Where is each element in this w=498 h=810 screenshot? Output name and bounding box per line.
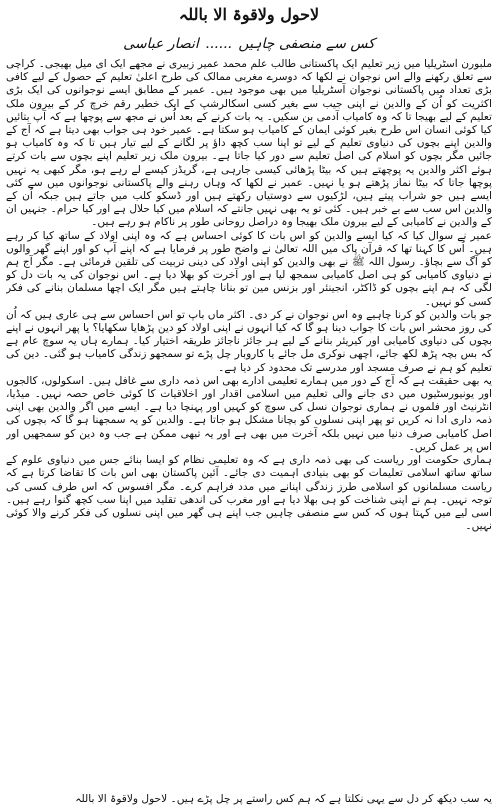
- column-title: کس سے منصفی چاہیں: [238, 36, 375, 52]
- body-paragraph: ملبورن آسٹریلیا میں زیر تعلیم ایک پاکستانی طالب علم محمد عمیر زبیری نے مجھے ایک ای میل بھیجی۔ کراچی سے تعلق رکھنے والے اس نوجوان نے لکھا کہ دوسرے مغربی ممالک کی طرح اعلیٰ تعلیم کے حصول کے لیے کافی بڑی تعداد میں پاکستانی نوجوان آسٹریلیا میں بھی موجود ہیں۔ عمیر کے مطابق ایسے نوجوانوں کی ایک بڑی اکثریت کو اُن کے والدین نے اپنی جیب سے بغیر کسی اسکالرشپ کے ایک خطیر رقم خرچ کر کے بیرون ملک تعلیم کے لیے بھیجا تا کہ وہ کامیاب آدمی بن سکیں۔ یہ بات کرنے کے بعد اُس نے مجھ سے پوچھا ہے کہ آپ بتائیں کیا کوئی انسان اس طرح بغیر کوئی ایمان کے کامیاب ہو سکتا ہے۔ عمیر خود ہی جواب بھی دیتا ہے کہ آج کے والدین اپنے بچوں کی دنیاوی تعلیم کے لیے تو اپنا سب کچھ داؤ پر لگانے کے لیے تیار ہیں تا کہ وہ کامیاب ہو جائیں مگر بچوں کو اسلام کی اصل تعلیم سے دور کیا جاتا ہے۔ بیرون ملک زیر تعلیم اپنے بچوں سے بات کرتے ہوئے اکثر والدین یہ پوچھتے ہیں کہ بیٹا پڑھائی کیسی جارہی ہے، گریڈز کیسے لے رہے ہو، مگر کبھی یہ نہیں پوچھا جاتا کہ بیٹا نماز پڑھتے ہو یا نہیں۔ عمیر نے لکھا کہ وہاں رہنے والے پاکستانی نوجوانوں میں سے کئی ایسے ہیں جو شراب پیتے ہیں، لڑکیوں سے دوستیاں رکھتے ہیں اور ڈسکو کلب میں جاتے ہیں جبکہ اُن کے والدین اس سب سے بے خبر ہیں۔ کئی تو یہ بھی نہیں جانتے کہ اسلام میں کیا حلال ہے اور کیا حرام۔ جنہیں ان کے والدین نے کامیابی کے لیے بیرون ملک بھیجا وہ دراصل روحانی طور پر ناکام ہو رہے ہیں۔: [6, 58, 492, 229]
- body-paragraph: عمیر نے سوال کیا کہ کیا ایسے والدین کو اس بات کا کوئی احساس ہے کہ وہ اپنی اولاد کے ساتھ کیا کر رہے ہیں۔ اُس کا کہنا تھا کہ قرآن پاک میں اللہ تعالیٰ نے واضح طور پر فرمایا ہے کہ اپنے آپ کو اور اپنے گھر والوں کو آگ سے بچاؤ۔ رسول اللہ ﷺ نے بھی والدین کو اپنی اولاد کی دینی تربیت کی تلقین فرمائی ہے۔ مگر آج ہم نے دنیاوی کامیابی کو ہی اصل کامیابی سمجھ لیا ہے اور آخرت کو بھلا دیا ہے۔ اس نوجوان کی یہ بات دل کو لگی کہ ہم اپنے بچوں کو ڈاکٹر، انجینئر اور بزنس مین تو بنانا چاہتے ہیں مگر ایک اچھا مسلمان بنانے کی فکر کسی کو نہیں۔: [6, 229, 492, 308]
- body-paragraph: جو بات والدین کو کرنا چاہیے وہ اس نوجوان نے کر دی۔ اکثر ماں باپ تو اس احساس سے ہی عاری ہیں کہ اُن کی روز محشر اس بات کا جواب دینا ہو گا کہ کیا انہوں نے اپنی اولاد کو دین پڑھایا سکھایا؟ یا پھر انہوں نے اپنے بچوں کی دنیاوی کامیابی اور کیریئر بنانے کے لیے ہر جائز ناجائز طریقہ اختیار کیا۔ ہمارے ہاں یہ سوچ عام ہے کہ بس بچہ پڑھ لکھ جائے، اچھی نوکری مل جائے یا کاروبار چل پڑے تو سمجھو زندگی کامیاب ہو گئی۔ دین کی تعلیم کو ہم نے صرف مسجد اور مدرسے تک محدود کر دیا ہے۔: [6, 308, 492, 374]
- byline-separator: ......: [205, 36, 232, 52]
- column-byline: [6, 34, 492, 56]
- author-name: انصار عباسی: [123, 36, 199, 52]
- headline: لاحول ولاقوۃ الا باللہ: [178, 5, 320, 24]
- column-body: [6, 58, 492, 786]
- body-paragraph: یہ بھی حقیقت ہے کہ آج کے دور میں ہمارے تعلیمی ادارے بھی اس ذمہ داری سے غافل ہیں۔ اسکولوں، کالجوں اور یونیورسٹیوں میں دی جانے والی تعلیم میں اسلامی اقدار اور اخلاقیات کا کوئی خاص حصہ نہیں۔ میڈیا، انٹرنیٹ اور فلموں نے ہماری نوجوان نسل کی سوچ کو کہیں اور پہنچا دیا ہے۔ ایسے میں اگر والدین بھی اپنی ذمہ داری ادا نہ کریں تو پھر اپنی نسلوں کو بچانا مشکل ہو جاتا ہے۔ والدین کو یہ سمجھنا ہو گا کہ بچوں کی اصل کامیابی صرف دنیا میں نہیں بلکہ آخرت میں بھی ہے اور یہ تبھی ممکن ہے جب وہ دین کو سمجھیں اور اس پر عمل کریں۔: [6, 374, 492, 453]
- closing-line: یہ سب دیکھ کر دل سے یہی نکلتا ہے کہ ہم کس راستے پر چل پڑے ہیں۔ لاحول ولاقوۃ الا باللہ: [75, 793, 492, 805]
- body-paragraph: ہماری حکومت اور ریاست کی بھی ذمہ داری ہے کہ وہ تعلیمی نظام کو ایسا بنائے جس میں دنیاوی علوم کے ساتھ ساتھ اسلامی تعلیمات کو بھی بنیادی اہمیت دی جائے۔ آئین پاکستان بھی اس بات کا تقاضا کرتا ہے کہ ریاست مسلمانوں کو اسلامی طرز زندگی اپنانے میں مدد فراہم کرے۔ مگر افسوس کہ اس طرف کسی کی توجہ نہیں۔ ہم نے اپنی شناخت کو ہی بھلا دیا ہے اور مغرب کی اندھی تقلید میں اپنا سب کچھ گنوا رہے ہیں۔ اسی لیے میں کہتا ہوں کہ کس سے منصفی چاہیں جب اپنے ہی گھر میں اپنی نسلوں کی فکر کرنے والا کوئی نہیں۔: [6, 454, 492, 533]
